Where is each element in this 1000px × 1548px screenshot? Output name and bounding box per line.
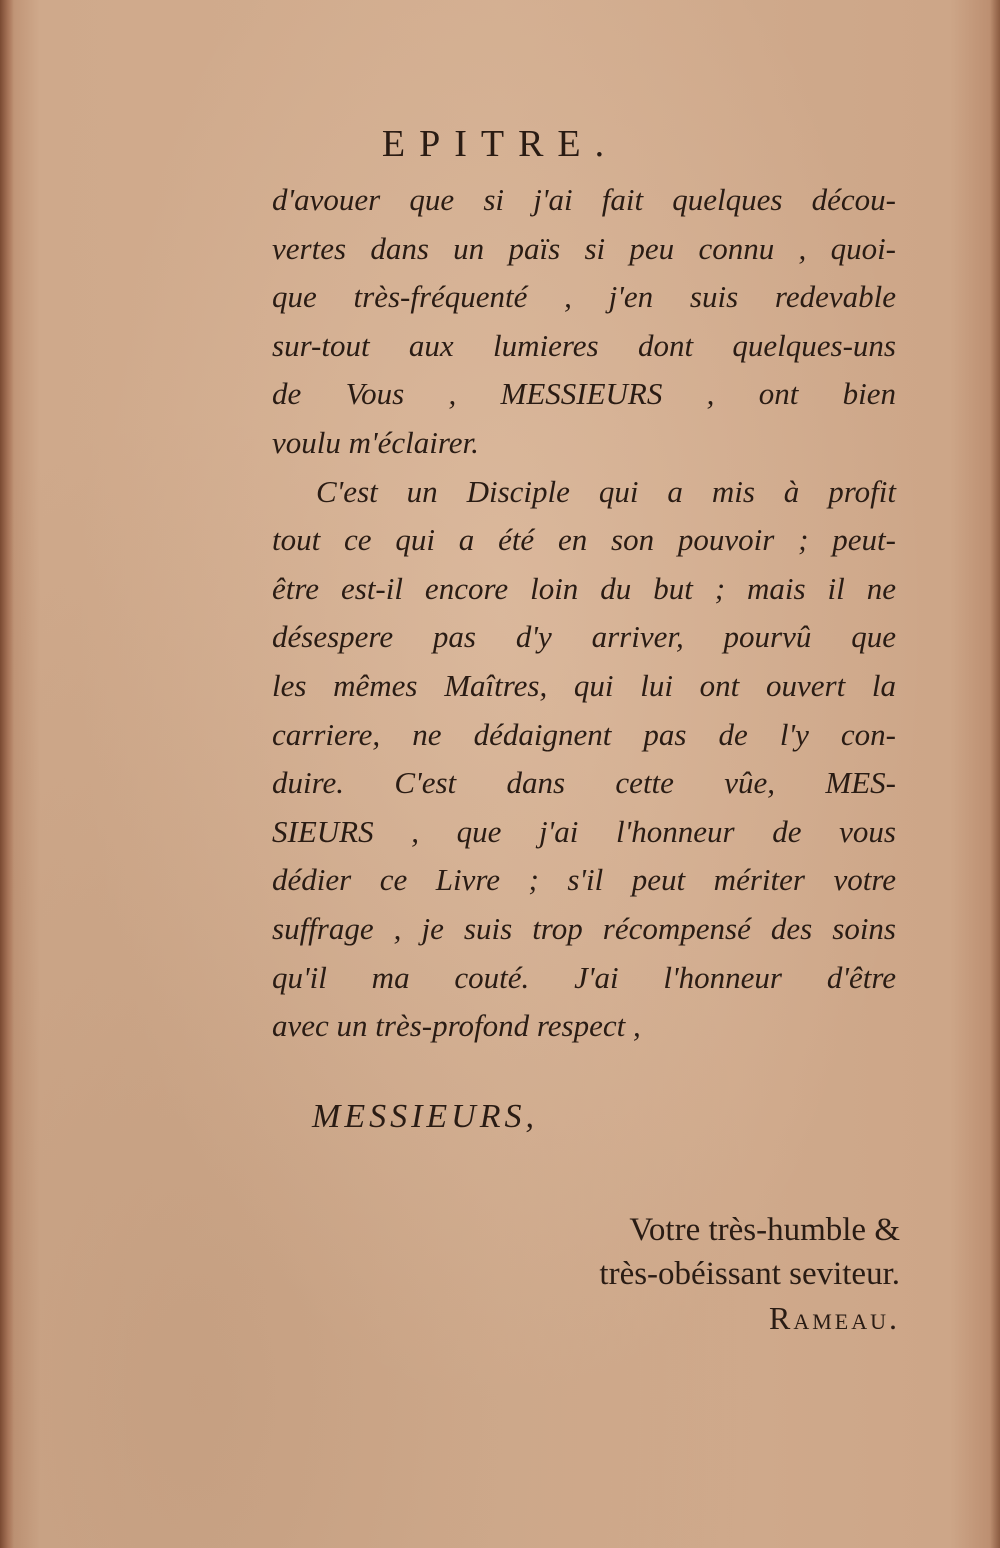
body-line: qu'il ma couté. J'ai l'honneur d'être <box>272 959 896 995</box>
body-line: de Vous , MESSIEURS , ont bien <box>272 376 896 412</box>
signature-line-1: Votre très-humble & <box>629 1212 900 1248</box>
body-line: voulu m'éclairer. <box>272 424 479 460</box>
page-header: EPITRE. <box>381 123 619 165</box>
signature-name: Rameau. <box>768 1300 900 1336</box>
body-line: que très-fréquenté , j'en suis redevable <box>272 279 896 315</box>
signature-block <box>599 1208 900 1340</box>
body-line: dédier ce Livre ; s'il peut mériter votre <box>272 862 896 898</box>
body-line: désespere pas d'y arriver, pourvû que <box>272 619 896 655</box>
body-line: avec un très-profond respect , <box>272 1008 641 1044</box>
body-line: être est-il encore loin du but ; mais il ne <box>272 570 896 606</box>
body-line: tout ce qui a été en son pouvoir ; peut- <box>272 522 896 558</box>
closing-salutation: MESSIEURS, <box>312 1098 539 1135</box>
body-line: les mêmes Maîtres, qui lui ont ouvert la <box>272 667 896 703</box>
body-line: vertes dans un païs si peu connu , quoi- <box>272 230 896 266</box>
signature-line-2: très-obéissant seviteur. <box>599 1256 900 1292</box>
body-line: SIEURS , que j'ai l'honneur de vous <box>272 813 896 849</box>
body-line: d'avouer que si j'ai fait quelques décou- <box>272 182 896 217</box>
body-line: sur-tout aux lumieres dont quelques-uns <box>272 327 896 363</box>
body-line: carriere, ne dédaignent pas de l'y con- <box>272 716 896 752</box>
page-edge-right <box>990 0 1000 1548</box>
page-edge-left <box>0 0 14 1548</box>
dedication-body <box>272 176 896 1051</box>
body-line: suffrage , je suis trop récompensé des soins <box>272 910 896 946</box>
body-line: C'est un Disciple qui a mis à profit <box>316 473 896 509</box>
body-line: duire. C'est dans cette vûe, MES- <box>272 765 896 801</box>
